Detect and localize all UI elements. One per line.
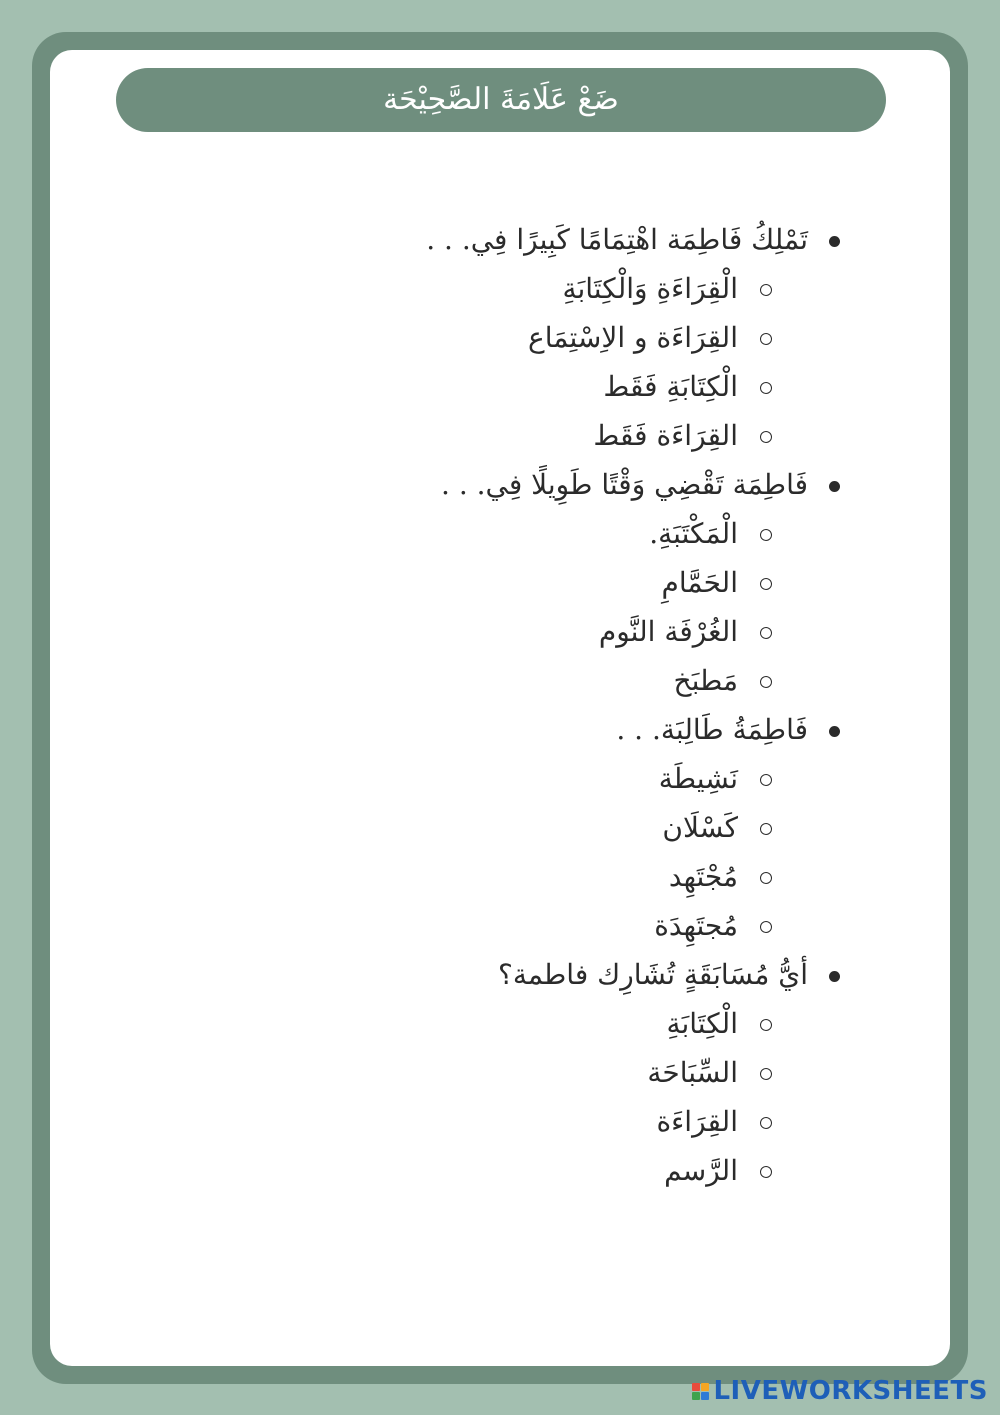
option-item[interactable] [0,804,1000,853]
bullet-icon [829,236,840,247]
logo-tile [701,1392,709,1400]
question-line [0,706,1000,755]
option-item[interactable] [0,853,1000,902]
option-label: الحَمَّامِ [661,566,738,599]
option-item[interactable] [0,902,1000,951]
option-label: القِرَاءَة فَقَط [593,419,738,452]
radio-button[interactable] [760,1068,772,1080]
radio-button[interactable] [760,1117,772,1129]
radio-button[interactable] [760,1166,772,1178]
question-text: أيُّ مُسَابَقَةٍ تُشَارِك فاطمة؟ [497,958,808,991]
option-item[interactable] [0,363,1000,412]
bullet-icon [829,726,840,737]
radio-button[interactable] [760,921,772,933]
radio-button[interactable] [760,382,772,394]
option-label: السِّبَاحَة [647,1056,738,1089]
question-3 [0,706,1000,951]
option-item[interactable] [0,314,1000,363]
option-item[interactable] [0,1000,1000,1049]
radio-button[interactable] [760,529,772,541]
bullet-icon [829,971,840,982]
radio-button[interactable] [760,333,772,345]
option-label: كَسْلَان [662,811,738,844]
bullet-icon [829,481,840,492]
option-label: الغُرْفَة النَّوم [598,615,738,648]
question-line [0,216,1000,265]
option-item[interactable] [0,755,1000,804]
option-label: الْكِتَابَةِ فَقَط [603,370,738,403]
option-item[interactable] [0,657,1000,706]
question-line [0,461,1000,510]
option-item[interactable] [0,608,1000,657]
questions-list [0,216,1000,1196]
option-item[interactable] [0,510,1000,559]
radio-button[interactable] [760,1019,772,1031]
question-text: فَاطِمَة تَقْضِي وَقْتًا طَوِيلًا فِي. . . [441,468,808,501]
option-item[interactable] [0,559,1000,608]
option-label: الْكِتَابَةِ [666,1007,738,1040]
option-item[interactable] [0,1147,1000,1196]
radio-button[interactable] [760,872,772,884]
question-text: تَمْلِكُ فَاطِمَة اهْتِمَامًا كَبِيرًا فِي. . . [426,223,808,256]
radio-button[interactable] [760,823,772,835]
option-label: القِرَاءَة و الاِسْتِمَاع [528,321,738,354]
option-item[interactable] [0,412,1000,461]
radio-button[interactable] [760,774,772,786]
option-item[interactable] [0,265,1000,314]
option-label: نَشِيطَة [658,762,738,795]
title-banner [116,68,886,132]
logo-tile [692,1392,700,1400]
radio-button[interactable] [760,676,772,688]
option-item[interactable] [0,1049,1000,1098]
radio-button[interactable] [760,578,772,590]
question-2 [0,461,1000,706]
liveworksheets-logo-icon [692,1383,709,1400]
option-label: مَطبَخ [673,664,738,697]
question-4 [0,951,1000,1196]
question-text: فَاطِمَةُ طَالِبَة. . . [616,713,808,746]
radio-button[interactable] [760,284,772,296]
option-label: الْمَكْتَبَةِ. [649,517,738,550]
option-label: مُجْتَهِد [668,860,738,893]
option-label: القِرَاءَة [656,1105,738,1138]
page-title: ضَعْ عَلَامَةَ الصَّحِيْحَة [383,82,619,117]
option-label: الرَّسم [664,1154,738,1187]
radio-button[interactable] [760,431,772,443]
watermark-text: LIVEWORKSHEETS [713,1376,988,1406]
option-label: مُجتَهِدَة [654,909,738,942]
option-label: الْقِرَاءَةِ وَالْكِتَابَةِ [562,272,738,305]
logo-tile [692,1383,700,1391]
option-item[interactable] [0,1098,1000,1147]
question-1 [0,216,1000,461]
question-line [0,951,1000,1000]
logo-tile [701,1383,709,1391]
liveworksheets-watermark [692,1375,988,1407]
radio-button[interactable] [760,627,772,639]
